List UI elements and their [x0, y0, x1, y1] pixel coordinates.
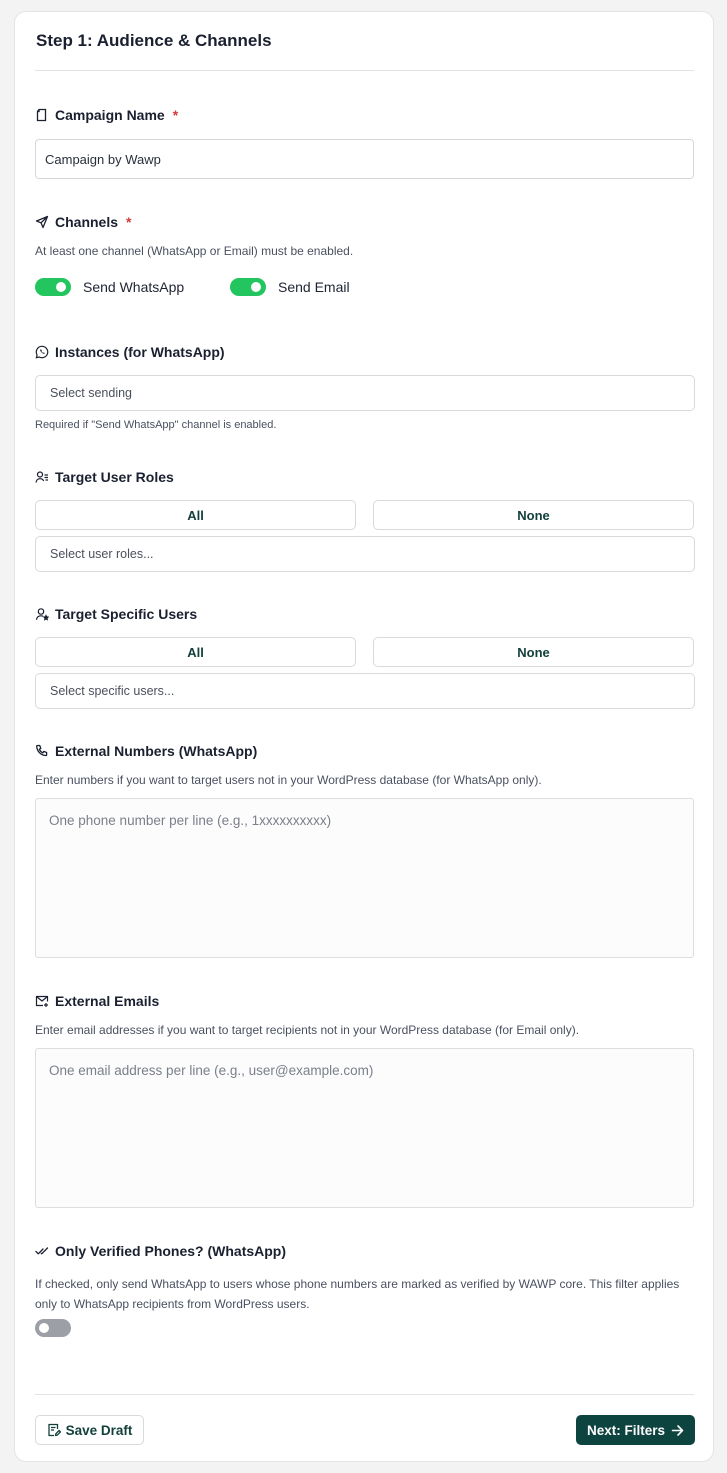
instances-help: Required if "Send WhatsApp" channel is enabled. — [35, 419, 277, 431]
whatsapp-toggle-group[interactable] — [35, 278, 184, 296]
campaign-step-card — [14, 11, 714, 1462]
users-list-icon — [35, 470, 49, 484]
send-icon — [35, 215, 49, 229]
users-all-label: All — [187, 644, 204, 660]
email-toggle-label: Send Email — [278, 279, 350, 295]
campaign-name-label: Campaign Name — [55, 107, 165, 123]
save-draft-label: Save Draft — [65, 1422, 133, 1438]
roles-all-label: All — [187, 507, 204, 523]
double-check-icon — [35, 1244, 49, 1258]
external-emails-placeholder: One email address per line (e.g., user@example.com) — [49, 1063, 374, 1078]
toggle-knob — [39, 1323, 49, 1333]
toggle-knob — [251, 282, 261, 292]
user-star-icon — [35, 607, 49, 621]
users-none-label: None — [517, 644, 550, 660]
channels-help: At least one channel (WhatsApp or Email) must be enabled. — [35, 244, 354, 258]
toggle-knob — [56, 282, 66, 292]
instances-label-row — [35, 343, 225, 361]
target-roles-label-row — [35, 468, 174, 486]
verified-phones-help: If checked, only send WhatsApp to users whose phone numbers are marked as verified by WAWP core. This filter applies only to WhatsApp recipients from WordPress users. — [35, 1277, 680, 1311]
external-numbers-help: Enter numbers if you want to target users not in your WordPress database (for WhatsApp only). — [35, 773, 542, 787]
external-emails-help: Enter email addresses if you want to target recipients not in your WordPress database (for Email only). — [35, 1023, 580, 1037]
header-divider — [35, 70, 694, 71]
external-numbers-label-row — [35, 742, 257, 760]
step-title: Step 1: Audience & Channels — [36, 31, 272, 50]
email-toggle-group[interactable] — [230, 278, 350, 296]
document-icon — [35, 108, 49, 122]
verified-phones-label: Only Verified Phones? (WhatsApp) — [55, 1243, 287, 1259]
channels-label: Channels — [55, 214, 119, 230]
user-roles-select[interactable] — [35, 536, 695, 572]
external-numbers-textarea[interactable] — [35, 798, 694, 958]
verified-phones-label-row — [35, 1242, 286, 1260]
users-all-button[interactable] — [35, 637, 356, 667]
user-roles-placeholder: Select user roles... — [50, 547, 154, 561]
instances-placeholder: Select sending — [50, 386, 133, 400]
verified-phones-toggle[interactable] — [35, 1319, 71, 1337]
external-emails-textarea[interactable] — [35, 1048, 694, 1208]
required-mark: * — [126, 214, 132, 230]
next-filters-label: Next: Filters — [586, 1422, 666, 1438]
mail-plus-icon — [35, 994, 49, 1008]
phone-icon — [35, 744, 49, 758]
whatsapp-toggle[interactable] — [35, 278, 71, 296]
email-toggle[interactable] — [230, 278, 266, 296]
campaign-name-input[interactable] — [35, 139, 694, 179]
channels-label-row — [35, 213, 131, 231]
instances-select[interactable] — [35, 375, 695, 411]
arrow-right-icon — [671, 1424, 684, 1437]
users-none-button[interactable] — [373, 637, 694, 667]
external-numbers-label: External Numbers (WhatsApp) — [55, 743, 258, 759]
save-draft-button[interactable] — [35, 1415, 144, 1445]
roles-none-label: None — [517, 507, 550, 523]
campaign-name-value: Campaign by Wawp — [45, 151, 161, 167]
target-users-label-row — [35, 605, 197, 623]
external-emails-label: External Emails — [55, 993, 160, 1009]
required-mark: * — [172, 107, 179, 123]
roles-none-button[interactable] — [373, 500, 694, 530]
footer-divider — [35, 1394, 694, 1395]
specific-users-placeholder: Select specific users... — [50, 684, 175, 698]
specific-users-select[interactable] — [35, 673, 695, 709]
roles-all-button[interactable] — [35, 500, 356, 530]
external-emails-label-row — [35, 992, 159, 1010]
whatsapp-icon — [35, 345, 49, 359]
next-filters-button[interactable] — [576, 1415, 695, 1445]
target-users-label: Target Specific Users — [55, 606, 198, 622]
campaign-name-label-row — [35, 106, 178, 124]
external-numbers-placeholder: One phone number per line (e.g., 1xxxxxxxxxx) — [49, 813, 332, 828]
edit-doc-icon — [47, 1423, 61, 1437]
whatsapp-toggle-label: Send WhatsApp — [83, 279, 185, 295]
instances-label: Instances (for WhatsApp) — [55, 344, 225, 360]
target-roles-label: Target User Roles — [55, 469, 174, 485]
